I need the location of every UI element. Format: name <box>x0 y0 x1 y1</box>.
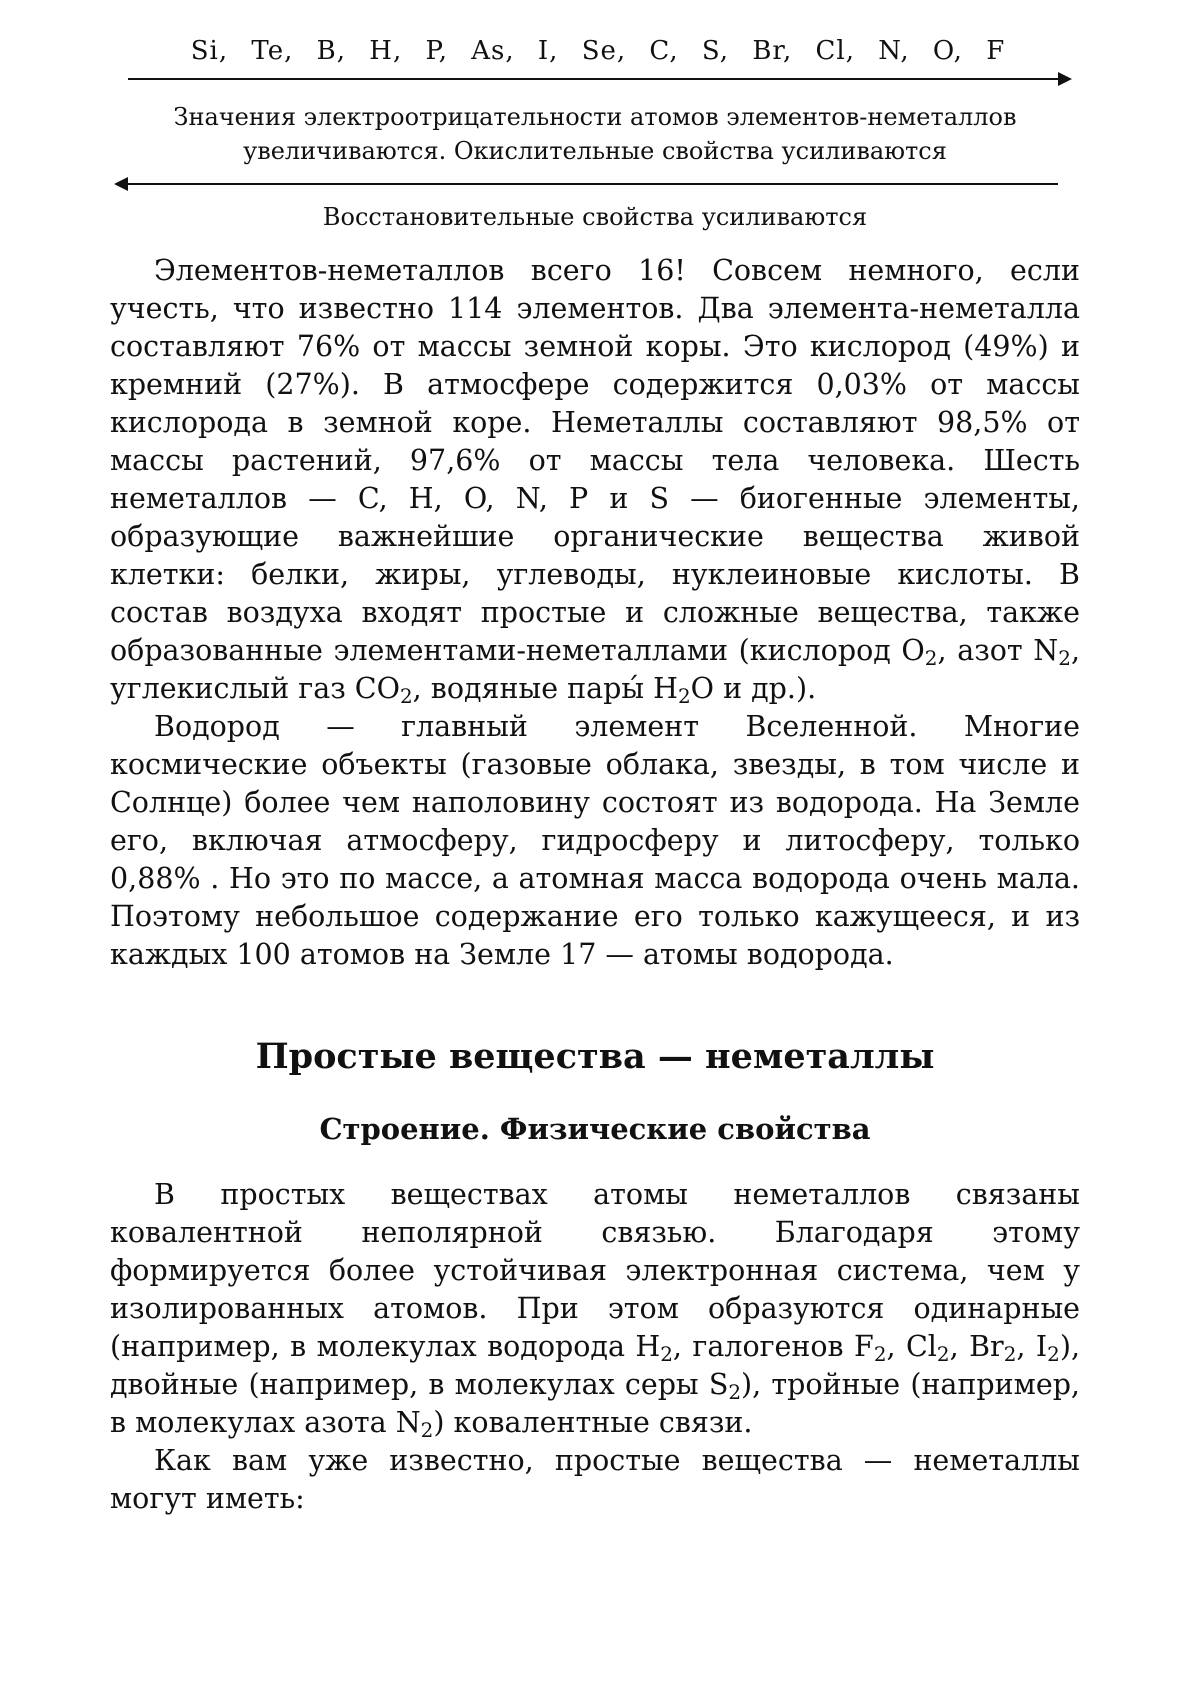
arrow-right-icon <box>128 78 1058 80</box>
paragraphs-bottom <box>110 1176 1080 1518</box>
caption-top: Значения электроотрицательности атомов элементов-неметаллов увеличиваются. Окислительные свойства усиливаются <box>173 103 1017 165</box>
paragraphs-top <box>110 252 1080 974</box>
elements-row: Si, Te, B, H, P, As, I, Se, C, S, Br, Cl, N, O, F <box>190 36 1006 66</box>
paragraph-covalent-bonds: В простых веществах атомы неметаллов связаны ковалентной неполярной связью. Благодаря этому формируется более устойчивая электронная система, чем у изолированных атомов. При этом образуются одинарные (например, в молекулах водорода $H_2$, галогенов $F_2$, $Cl_2$, $Br_2$, $I_2$), двойные (например, в молекулах серы $S_2$), тройные (например, в молекулах азота $N_2$) ковалентные связи. <box>110 1178 1081 1442</box>
paragraph-nonmetals-abundance: Элементов-неметаллов всего 16! Совсем немного, если учесть, что известно 114 элементов. Два элемента-неметалла составляют 76% от массы земной коры. Это кислород (49%) и кремний (27%). В атмосфере содержится 0,03% от массы кислорода в земной коре. Неметаллы составляют 98,5% от массы растений, 97,6% от массы тела человека. Шесть неметаллов — C, H, O, N, P и S — биогенные элементы, образующие важнейшие органические вещества живой клетки: белки, жиры, углеводы, нуклеиновые кислоты. В состав воздуха входят простые и сложные вещества, также образованные элементами-неметаллами (кислород $O_2$, азот $N_2$, углекислый газ $CO_2$, водяные пары́ $H_2O$ и др.). <box>110 254 1080 708</box>
section-subheading: Строение. Физические свойства <box>319 1112 871 1146</box>
paragraph-can-have: Как вам уже известно, простые вещества — неметаллы могут иметь: <box>110 1444 1080 1515</box>
section-heading: Простые вещества — неметаллы <box>255 1036 935 1077</box>
caption-bottom: Восстановительные свойства усиливаются <box>322 203 868 231</box>
arrow-left-icon <box>128 183 1058 185</box>
paragraph-hydrogen: Водород — главный элемент Вселенной. Многие космические объекты (газовые облака, звезды, в том числе и Солнце) более чем наполовину состоят из водорода. На Земле его, включая атмосферу, гидросферу и литосферу, только 0,88% . Но это по массе, а атомная масса водорода очень мала. Поэтому небольшое содержание его только кажущееся, и из каждых 100 атомов на Земле 17 — атомы водорода. <box>110 710 1080 971</box>
